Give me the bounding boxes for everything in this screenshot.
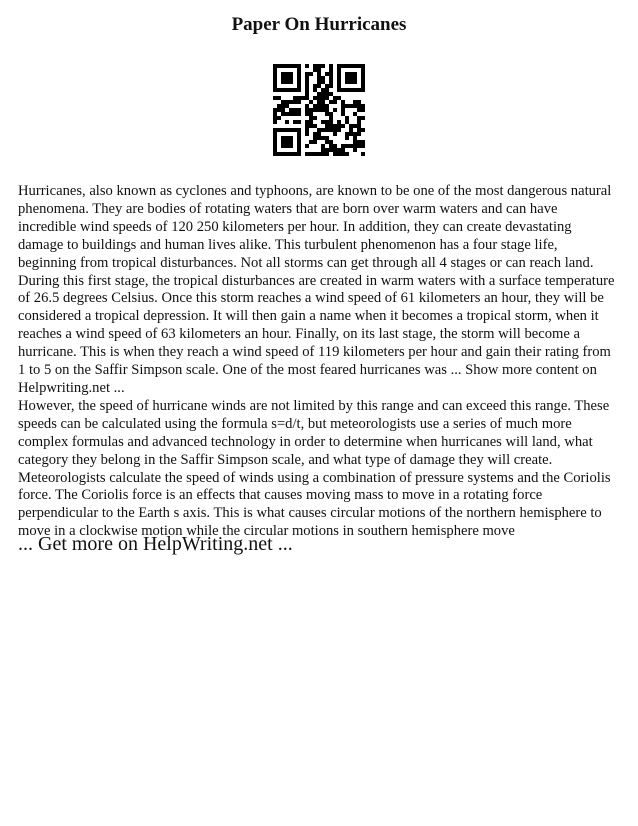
page-title: Paper On Hurricanes — [231, 14, 407, 35]
qr-code-graphic — [273, 64, 365, 156]
article-body — [18, 183, 618, 541]
paragraph: However, the speed of hurricane winds are not limited by this range and can exceed this range. These speeds can be calculated using the formula s=d/t, but meteorologists use a series of much more complex formulas and advanced technology in order to determine when hurricanes will land, what category they belong in the Saffir Simpson scale, and what type of damage they will create. Meteorologists calculate the speed of winds using a combination of pressure systems and the Coriolis force. The Coriolis force is an effects that causes moving mass to move in a rotating force perpendicular to the Earth s axis. This is what causes circular motions of the northern hemisphere to move in a clockwise motion while the circular motions in southern hemisphere move — [18, 397, 611, 540]
qr-code-icon[interactable] — [273, 64, 365, 156]
get-more-link[interactable]: ... Get more on HelpWriting.net ... — [18, 533, 293, 555]
paragraph: Hurricanes, also known as cyclones and typhoons, are known to be one of the most dangerous natural phenomena. They are bodies of rotating waters that are born over warm waters and can have incredible wind speeds of 120 250 kilometers per hour. In addition, they can create devastating damage to buildings and human lives alike. This turbulent phenomenon has a four stage life, beginning from tropical disturbances. Not all storms can get through all 4 stages or can reach land. During this first stage, the tropical disturbances are created in warm waters with a surface temperature of 26.5 degrees Celsius. Once this storm reaches a wind speed of 61 kilometers an hour, they will be considered a tropical depression. It will then gain a name when it becomes a tropical storm, when it reaches a wind speed of 63 kilometers an hour. Finally, on its last stage, the storm will become a hurricane. This is when they reach a wind speed of 119 kilometers per hour and gain their rating from 1 to 5 on the Saffir Simpson scale. One of the most feared hurricanes was ... Show more content on Helpwriting.net ... — [18, 183, 615, 396]
